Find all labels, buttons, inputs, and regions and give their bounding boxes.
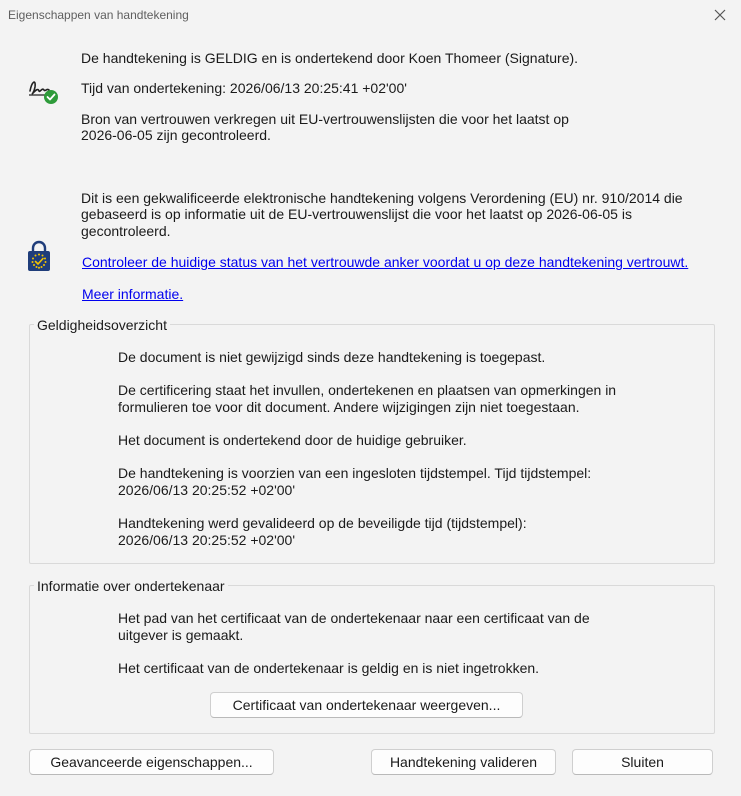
signer-cert-valid-text: Het certificaat van de ondertekenaar is geldig en is niet ingetrokken. [118, 660, 540, 676]
signature-valid-icon [27, 73, 61, 105]
close-icon [714, 9, 726, 21]
signer-cert-path-line-2: uitgever is gemaakt. [118, 627, 244, 643]
qualified-text-line-3: gecontroleerd. [81, 223, 171, 239]
title-bar [0, 0, 741, 30]
signer-info-title: Informatie over ondertekenaar [34, 578, 228, 595]
trust-source-line-2: 2026-06-05 zijn gecontroleerd. [81, 127, 271, 143]
validity-item-secure-time-line-2: 2026/06/13 20:25:52 +02'00' [118, 532, 296, 548]
window-title: Eigenschappen van handtekening [8, 8, 189, 22]
validity-item-current-user: Het document is ondertekend door de huidige gebruiker. [118, 432, 467, 448]
signer-cert-path-line-1: Het pad van het certificaat van de ondertekenaar naar een certificaat van de [118, 610, 590, 626]
more-info-link[interactable]: Meer informatie. [82, 286, 184, 302]
validity-summary-title: Geldigheidsoverzicht [34, 317, 170, 334]
validity-item-certification-line-1: De certificering staat het invullen, ondertekenen en plaatsen van opmerkingen in [118, 382, 617, 398]
validity-item-timestamp-line-1: De handtekening is voorzien van een ingesloten tijdstempel. Tijd tijdstempel: [118, 465, 592, 481]
validity-item-secure-time-line-1: Handtekening werd gevalideerd op de beveiligde tijd (tijdstempel): [118, 515, 527, 531]
close-button[interactable]: Sluiten [572, 749, 713, 775]
close-window-button[interactable] [705, 4, 735, 26]
trust-source-line-1: Bron van vertrouwen verkregen uit EU-vertrouwenslijsten die voor het laatst op [81, 111, 569, 127]
validity-item-timestamp-line-2: 2026/06/13 20:25:52 +02'00' [118, 482, 296, 498]
advanced-properties-button[interactable]: Geavanceerde eigenschappen... [29, 749, 274, 775]
qualified-text-line-2: gebaseerd is op informatie uit de EU-vertrouwenslijst die voor het laatst op 2026-06-05 is [81, 206, 632, 222]
validity-item-unmodified: De document is niet gewijzigd sinds deze handtekening is toegepast. [118, 349, 546, 365]
eu-trust-lock-icon [27, 240, 51, 272]
signing-time-text: Tijd van ondertekening: 2026/06/13 20:25:41 +02'00' [81, 80, 407, 96]
show-signer-certificate-button[interactable]: Certificaat van ondertekenaar weergeven... [210, 692, 523, 718]
validity-item-certification-line-2: formulieren toe voor dit document. Andere wijzigingen zijn niet toegestaan. [118, 399, 580, 415]
validate-signature-button[interactable]: Handtekening valideren [371, 749, 556, 775]
check-trust-anchor-link[interactable]: Controleer de huidige status van het vertrouwde anker voordat u op deze handtekening vertrouwt. [82, 254, 689, 270]
qualified-text-line-1: Dit is een gekwalificeerde elektronische handtekening volgens Verordening (EU) nr. 910/2014 die [81, 190, 683, 206]
signature-status-text: De handtekening is GELDIG en is ondertekend door Koen Thomeer (Signature). [81, 50, 579, 66]
